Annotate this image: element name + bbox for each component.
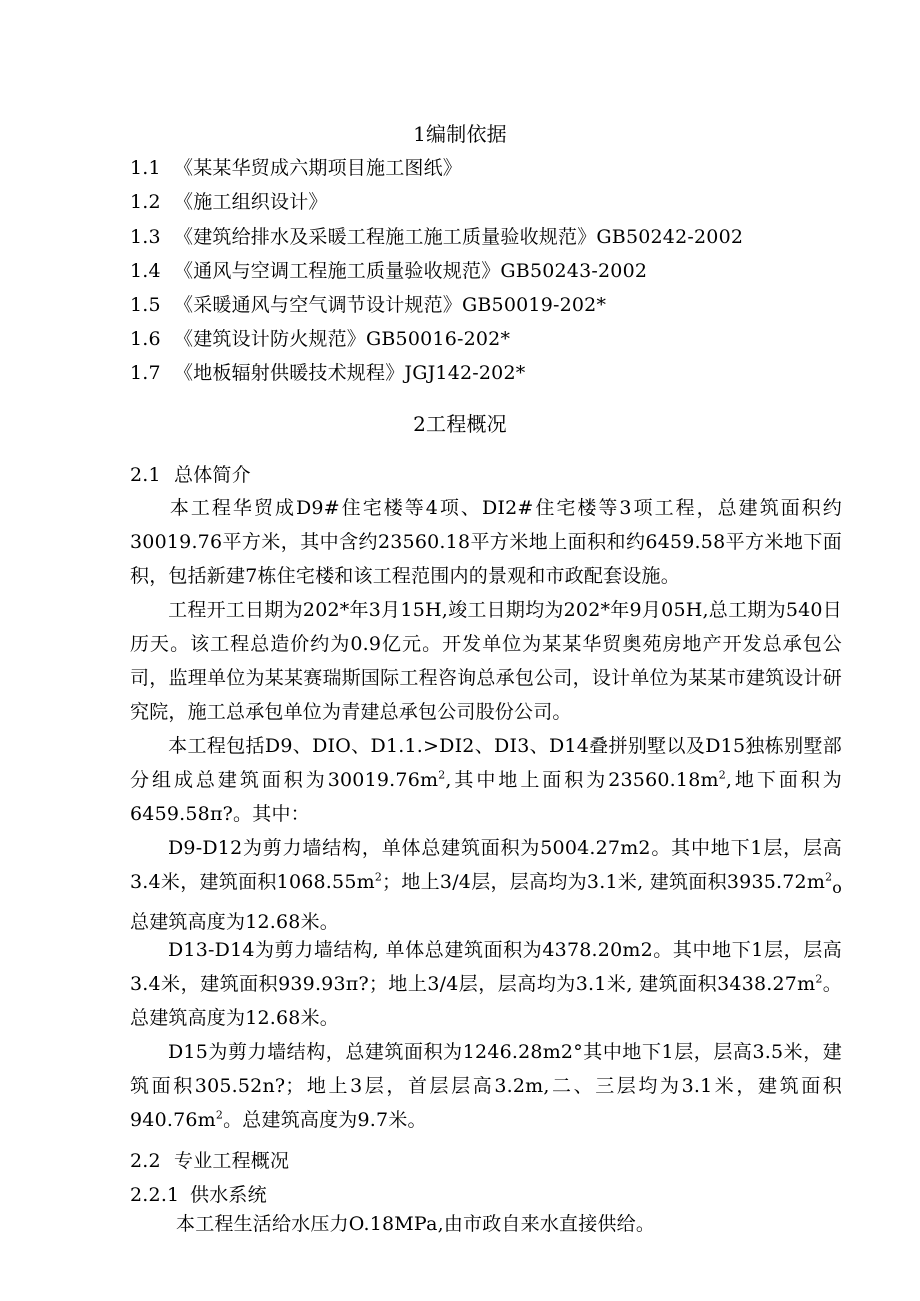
item-text: 《通风与空调工程施工质量验收规范》GB50243-2002 <box>174 260 648 282</box>
subsection-number: 2.2.1 <box>130 1184 180 1206</box>
subsection-title: 供水系统 <box>190 1184 267 1206</box>
item-text: 《建筑设计防火规范》GB50016-202* <box>174 328 511 350</box>
section-2-title: 2工程概况 <box>413 412 507 436</box>
item-text: 《采暖通风与空气调节设计规范》GB50019-202* <box>174 294 607 316</box>
subsection-2-2-1-heading <box>130 1180 267 1207</box>
subsection-title: 专业工程概况 <box>174 1150 290 1172</box>
item-number: 1.3 <box>130 226 161 248</box>
item-number: 1.7 <box>130 362 161 384</box>
reference-item-2 <box>130 187 328 214</box>
subsection-number: 2.2 <box>130 1150 161 1172</box>
subsection-number: 2.1 <box>130 464 161 486</box>
item-text: 《建筑给排水及采暖工程施工施工质量验收规范》GB50242-2002 <box>174 226 744 248</box>
item-number: 1.2 <box>130 191 161 213</box>
subsection-2-2-heading <box>130 1146 289 1173</box>
reference-item-5 <box>130 290 606 317</box>
item-text: 《施工组织设计》 <box>174 191 328 213</box>
paragraph-scope: 本工程包括D9、DIO、D1.1.>DI2、DI3、D14叠拼别墅以及D15独栋别墅部分组成总建筑面积为$30019.76m^2$,其中地上面积为$23560.18m^2$,地下面积为6459.58π?。其中： <box>130 735 842 825</box>
reference-item-1 <box>130 153 462 180</box>
reference-item-3 <box>130 222 743 249</box>
reference-item-7 <box>130 358 525 385</box>
item-text: 《某某华贸成六期项目施工图纸》 <box>174 157 463 179</box>
paragraph-d15: D15为剪力墙结构，总建筑面积为1246.28m2°其中地下1层，层高3.5米，建筑面积305.52n?；地上3层，首层层高3.2m,二、三层均为3.1米，建筑面积$940.76m^2$。总建筑高度为9.7米。 <box>130 1041 842 1131</box>
paragraph-water-supply: 本工程生活给水压力O.18MPa,由市政自来水直接供给。 <box>176 1213 656 1235</box>
paragraph-d9-d12: D9-D12为剪力墙结构，单体总建筑面积为5004.27m2。其中地下1层，层高3.4米，建筑面积$1068.55m^2$；地上3/4层，层高均为3.1米, 建筑面积$3935.72m^2_o$总建筑高度为12.68米。 <box>130 837 842 933</box>
item-number: 1.4 <box>130 260 161 282</box>
item-text: 《地板辐射供暖技术规程》JGJ142-202* <box>174 362 526 384</box>
paragraph-schedule: 工程开工日期为202*年3月15H,竣工日期均为202*年9月05H,总工期为540日历天。该工程总造价约为0.9亿元。开发单位为某某华贸奥苑房地产开发总承包公司，监理单位为某某赛瑞斯国际工程咨询总承包公司，设计单位为某某市建筑设计研究院，施工总承包单位为青建总承包公司股份公司。 <box>130 599 842 723</box>
item-number: 1.1 <box>130 157 161 179</box>
paragraph-d13-d14: D13-D14为剪力墙结构, 单体总建筑面积为4378.20m2。其中地下1层，层高3.4米，建筑面积939.93π?；地上3/4层，层高均为3.1米, 建筑面积$3438.27m^2$。总建筑高度为12.68米。 <box>130 939 843 1029</box>
item-number: 1.5 <box>130 294 161 316</box>
reference-item-4 <box>130 256 647 283</box>
reference-item-6 <box>130 324 510 351</box>
item-number: 1.6 <box>130 328 161 350</box>
subsection-2-1-heading <box>130 460 251 487</box>
paragraph-overview: 本工程华贸成D9#住宅楼等4项、DI2#住宅楼等3项工程，总建筑面积约30019.76平方米，其中含约23560.18平方米地上面积和约6459.58平方米地下面积，包括新建7栋住宅楼和该工程范围内的景观和市政配套设施。 <box>130 497 842 587</box>
subsection-title: 总体简介 <box>174 464 251 486</box>
section-1-title: 1编制依据 <box>413 122 507 146</box>
